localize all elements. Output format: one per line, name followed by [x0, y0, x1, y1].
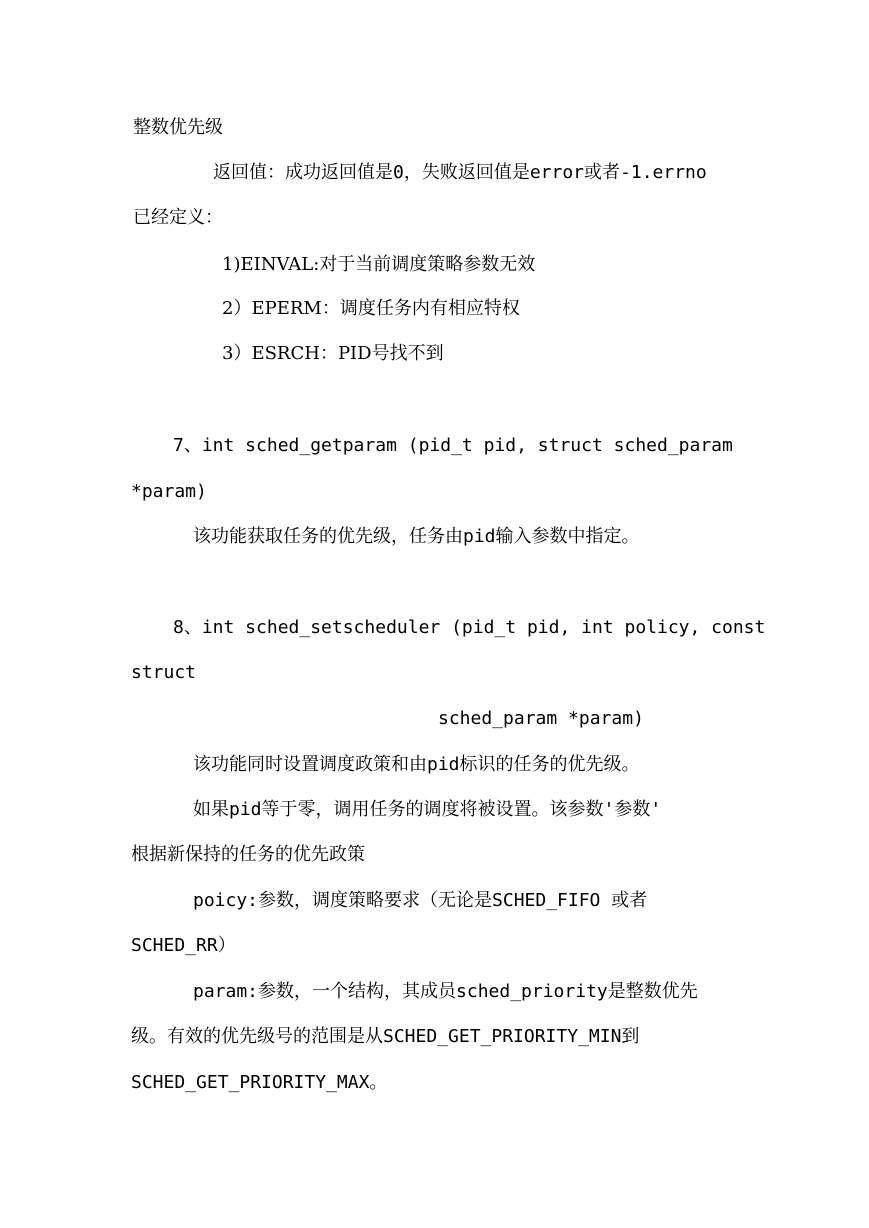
text-line: SCHED_GET_PRIORITY_MAX。: [131, 1072, 388, 1093]
text-line: poicy:参数，调度策略要求（无论是SCHED_FIFO 或者: [193, 890, 648, 911]
function-signature-line: 8、int sched_setscheduler (pid_t pid, int policy, const: [173, 617, 766, 638]
error-code-line: 1)EINVAL:对于当前调度策略参数无效: [222, 254, 536, 275]
text-line: 返回值：成功返回值是0，失败返回值是error或者-1.errno: [213, 162, 707, 183]
function-signature-line: sched_param *param): [438, 708, 644, 729]
text-line: 根据新保持的任务的优先政策: [131, 844, 365, 865]
text-line: 如果pid等于零，调用任务的调度将被设置。该参数'参数': [193, 799, 662, 820]
function-signature-line: struct: [131, 662, 197, 683]
text-line: 该功能获取任务的优先级，任务由pid输入参数中指定。: [193, 526, 640, 547]
text-line: 级。有效的优先级号的范围是从SCHED_GET_PRIORITY_MIN到: [131, 1026, 640, 1047]
function-signature-line: *param): [131, 481, 207, 502]
text-line: 整数优先级: [133, 117, 223, 138]
error-code-line: 3）ESRCH：PID号找不到: [222, 343, 444, 364]
text-line: param:参数，一个结构，其成员sched_priority是整数优先: [193, 981, 698, 1002]
text-line: 该功能同时设置调度政策和由pid标识的任务的优先级。: [193, 754, 640, 775]
error-code-line: 2）EPERM：调度任务内有相应特权: [222, 298, 520, 319]
function-signature-line: 7、int sched_getparam (pid_t pid, struct sched_param: [173, 435, 733, 456]
text-line: SCHED_RR）: [131, 935, 236, 956]
text-line: 已经定义：: [133, 207, 223, 228]
